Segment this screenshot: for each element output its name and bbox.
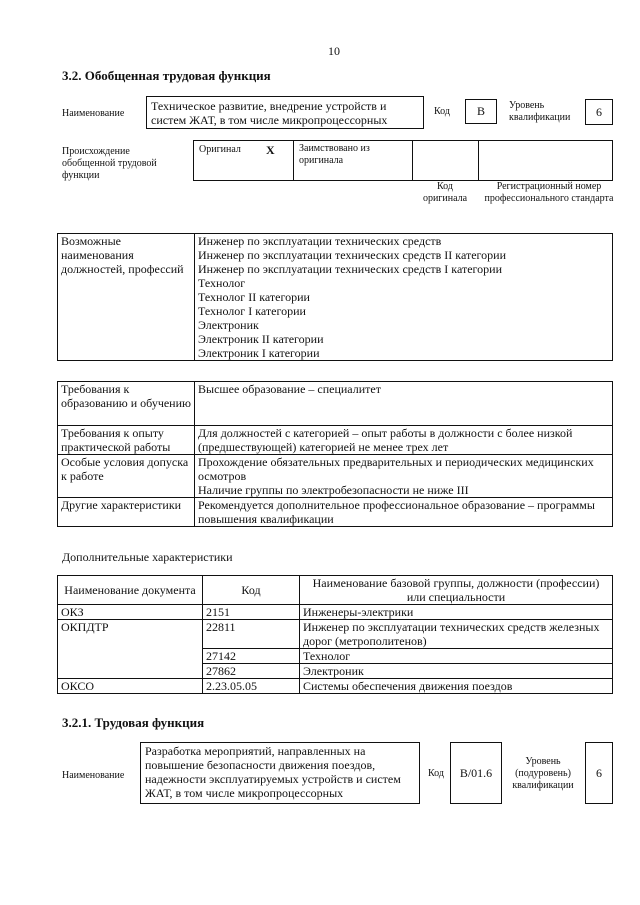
add-cell: 27862 [203,664,300,679]
add-cell: Инженер по эксплуатации технических средств железных дорог (метрополитенов) [300,620,613,649]
origin-divider-2 [412,140,413,181]
add-cell: 27142 [203,649,300,664]
position-item: Инженер по эксплуатации технических средств [198,234,442,248]
tf-name-label: Наименование [62,770,125,781]
positions-label [58,234,195,361]
borrowed-label: Заимствовано из оригинала [299,143,370,166]
add-cell: Системы обеспечения движения поездов [300,679,613,694]
reg-number-label: Регистрационный номер профессионального стандарта [484,181,614,204]
add-cell: ОКПДТР [58,620,203,679]
req-label: Другие характеристики [58,498,195,527]
subsection-title: 3.2.1. Трудовая функция [62,715,205,730]
add-cell: Инженеры-электрики [300,605,613,620]
position-item: Электроник II категории [198,332,324,346]
req-value: Высшее образование – специалитет [195,382,613,426]
origin-label: Происхождение обобщенной трудовой функции [62,146,157,181]
tf-name-value: Разработка мероприятий, направленных на повышение безопасности движения поездов, надежности эксплуатируемых устройств и систем ЖАТ, в том числе микропроцессорных [145,744,401,800]
add-header-name: Наименование базовой группы, должности (профессии) или специальности [300,576,613,605]
page-number: 10 [328,44,340,58]
requirements-table [57,381,613,527]
position-item: Технолог [198,276,246,290]
positions-label-text: Возможные наименования должностей, профессий [61,234,184,276]
add-cell: Электроник [300,664,613,679]
req-label: Требования к образованию и обучению [58,382,195,426]
req-label: Требования к опыту практической работы [58,426,195,455]
add-cell: Технолог [300,649,613,664]
position-item: Электроник [198,318,259,332]
tf-code-box [450,742,502,804]
level-box [585,99,613,125]
tf-level-value: 6 [596,766,602,780]
level-label: Уровень квалификации [509,100,571,123]
tf-code-label: Код [428,768,444,779]
origin-divider-1 [293,140,294,181]
original-mark: Х [266,143,275,157]
position-item: Технолог II категории [198,290,310,304]
position-item: Инженер по эксплуатации технических средств II категории [198,248,506,262]
additional-title: Дополнительные характеристики [62,550,233,564]
req-value-line: Наличие группы по электробезопасности не ниже III [198,483,469,497]
req-label: Особые условия допуска к работе [58,455,195,498]
add-header-code: Код [203,576,300,605]
code-value: В [476,104,485,118]
position-item: Инженер по эксплуатации технических средств I категории [198,262,503,276]
add-cell: 2.23.05.05 [203,679,300,694]
positions-table [57,233,613,361]
code-label: Код [434,106,450,117]
add-cell: ОКЗ [58,605,203,620]
name-label: Наименование [62,108,125,119]
tf-level-box [585,742,613,804]
position-item: Электроник I категории [198,346,320,360]
add-cell: 22811 [203,620,300,649]
code-original-label: Код оригинала [422,181,468,204]
tf-name-box [140,742,420,804]
section-title: 3.2. Обобщенная трудовая функция [62,68,271,83]
level-value: 6 [596,105,602,119]
tf-code-value: В/01.6 [459,766,493,780]
positions-list [195,234,613,361]
original-label: Оригинал [199,144,241,155]
add-cell: ОКСО [58,679,203,694]
add-cell: 2151 [203,605,300,620]
req-value: Рекомендуется дополнительное профессиональное образование – программы повышения квалификации [195,498,613,527]
function-name-box [146,96,424,129]
additional-table [57,575,613,694]
req-value: Для должностей с категорией – опыт работы в должности с более низкой (предшествующей) категорией не менее трех лет [195,426,613,455]
origin-box [193,140,613,181]
req-value-line: Прохождение обязательных предварительных и периодических медицинских осмотров [198,455,594,483]
add-header-doc: Наименование документа [58,576,203,605]
function-name-value: Техническое развитие, внедрение устройств и систем ЖАТ, в том числе микропроцессорных [151,99,388,127]
origin-divider-3 [478,140,479,181]
position-item: Технолог I категории [198,304,306,318]
tf-level-label: Уровень (подуровень) квалификации [512,756,574,791]
code-box [465,99,497,124]
req-value [195,455,613,498]
